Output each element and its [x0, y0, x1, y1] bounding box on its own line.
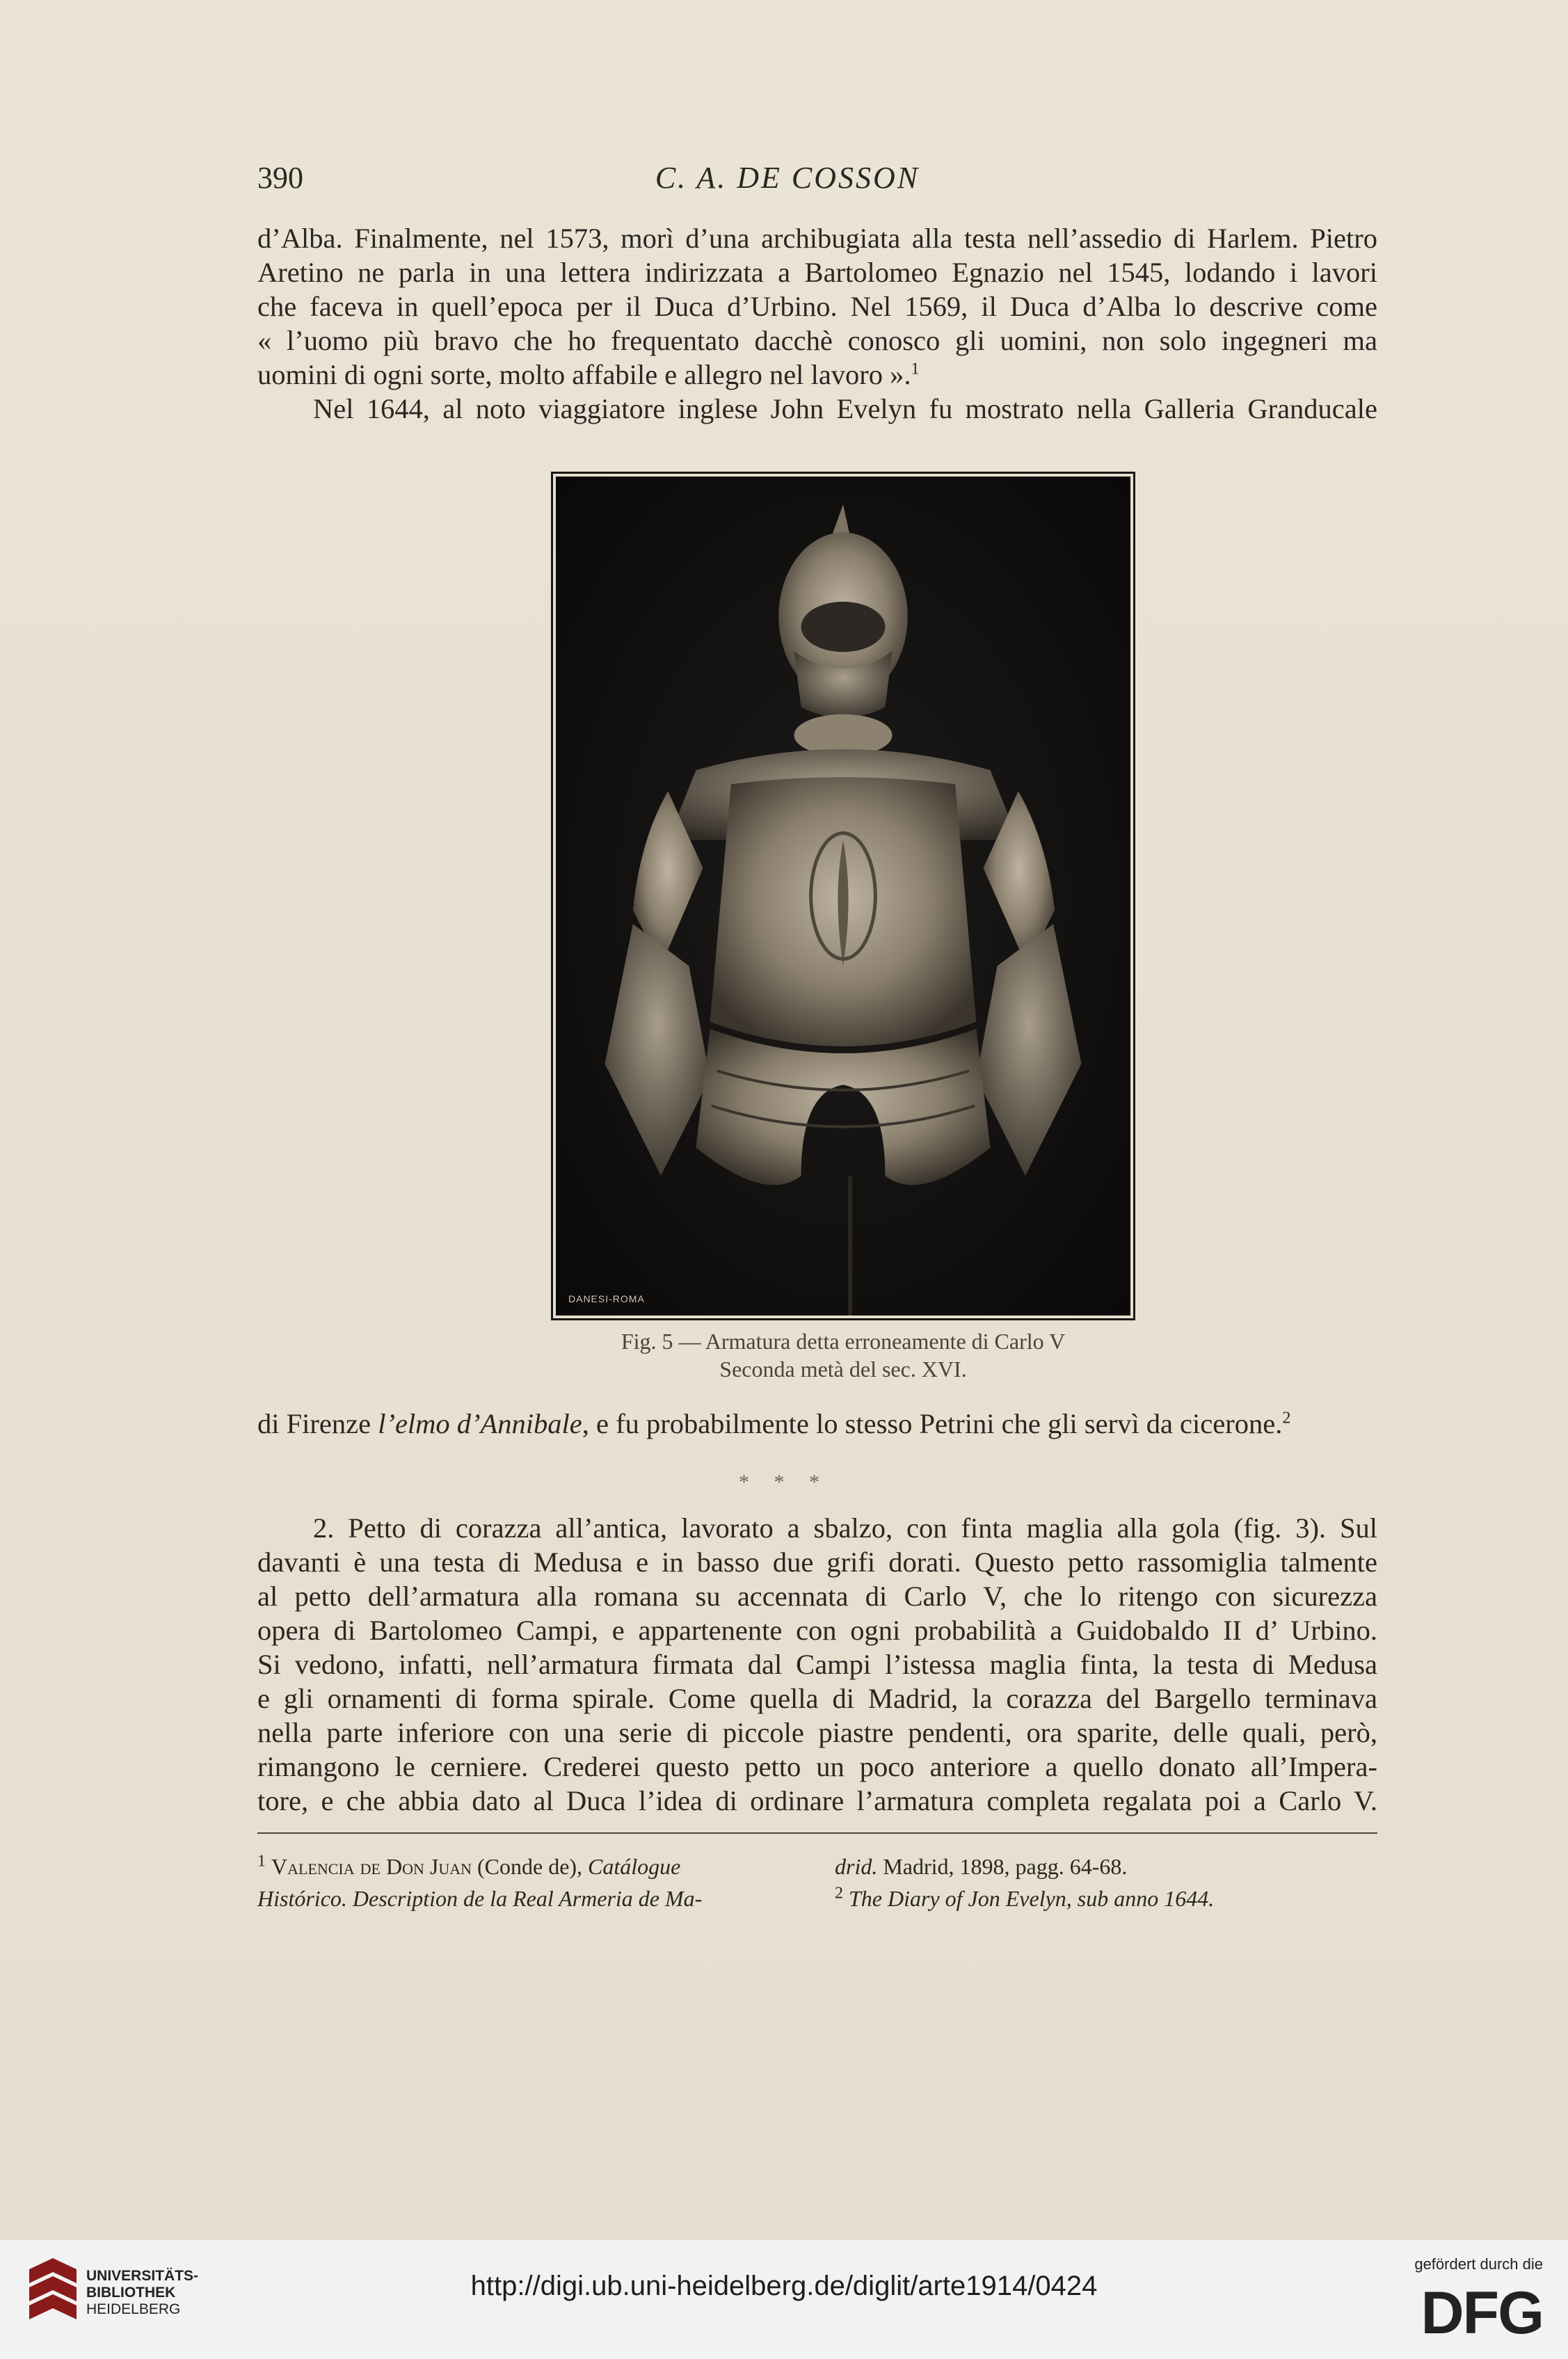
funding-caption: gefördert durch die	[1414, 2255, 1543, 2273]
library-line: HEIDELBERG	[86, 2301, 181, 2317]
footnote-text: Madrid, 1898, pagg. 64-68.	[877, 1854, 1128, 1879]
text-span: , e fu probabilmente lo stesso Petrini che gli servì da cicerone.	[582, 1408, 1283, 1439]
footnote-ref-2[interactable]: 2	[1282, 1409, 1291, 1428]
footnote-text: (Conde de),	[471, 1854, 589, 1879]
footnote-line	[835, 1850, 1377, 1882]
footnote-title: drid.	[835, 1854, 878, 1879]
footnote-author: Valencia de Don Juan	[271, 1854, 472, 1879]
text-line: Si vedono, infatti, nell’armatura firmata dal Campi l’istessa maglia finta, la testa di Medusa	[257, 1649, 1377, 1680]
text-line: tore, e che abbia dato al Duca l’idea di ordinare l’armatura completa regalata poi a Carlo V.	[257, 1785, 1377, 1816]
text-line: Aretino ne parla in una lettera indirizzata a Bartolomeo Egnazio nel 1545, lodando i lavori	[257, 257, 1377, 288]
footnote-line	[257, 1882, 814, 1914]
running-head: C. A. DE COSSON	[655, 161, 920, 195]
section-separator: * * *	[739, 1471, 829, 1494]
figure-caption-date: Seconda metà del sec. XVI.	[719, 1357, 967, 1382]
library-line: BIBLIOTHEK	[86, 2285, 176, 2301]
library-line: UNIVERSITÄTS-	[86, 2268, 199, 2284]
armor-illustration	[556, 477, 1130, 1316]
figure-armor-photo	[551, 472, 1135, 1320]
funding-notice	[1414, 2255, 1543, 2346]
italic-title: l’elmo d’Annibale	[378, 1408, 582, 1439]
text-line: al petto dell’armatura alla romana su accennata di Carlo V, che lo ritengo con sicurezza	[257, 1581, 1377, 1612]
page-number: 390	[257, 161, 303, 195]
text-line: rimangono le cerniere. Crederei questo petto un poco anteriore a quello donato all’Impera-	[257, 1751, 1377, 1782]
text-span: uomini di ogni sorte, molto affabile e allegro nel lavoro ».	[257, 359, 911, 390]
text-line: nella parte inferiore con una serie di piccole piastre pendenti, ora sparite, delle quali, però,	[257, 1717, 1377, 1748]
text-line: che faceva in quell’epoca per il Duca d’Urbino. Nel 1569, il Duca d’Alba lo descrive come	[257, 291, 1377, 322]
paragraph-2: Nel 1644, al noto viaggiatore inglese John Evelyn fu mostrato nella Galleria Granducale	[313, 393, 1377, 424]
paragraph-1	[257, 221, 1377, 426]
text-line: « l’uomo più bravo che ho frequentato dacchè conosco gli uomini, non solo ingegneri ma	[257, 325, 1377, 356]
page-header	[257, 160, 1318, 202]
dfg-logo: DFG	[1421, 2280, 1543, 2346]
text-line: davanti è una testa di Medusa e in basso due grifi dorati. Questo petto rassomiglia talmente	[257, 1546, 1377, 1578]
footnote-line	[257, 1850, 814, 1882]
footnote-ref-1[interactable]: 1	[911, 360, 920, 378]
footnote-title: The Diary of Jon Evelyn, sub anno 1644.	[849, 1886, 1215, 1911]
text-span: di Firenze	[257, 1408, 378, 1439]
paragraph-3	[257, 1407, 1377, 1441]
footnote-title: Histórico. Description de la Real Armeria de Ma-	[257, 1886, 703, 1911]
footnote-mark: 1	[257, 1852, 266, 1871]
footnote-title: Catálogue	[588, 1854, 681, 1879]
text-line: 2. Petto di corazza all’antica, lavorato a sbalzo, con finta maglia alla gola (fig. 3). Sul	[313, 1512, 1377, 1544]
figure-caption: Fig. 5 — Armatura detta erroneamente di Carlo V	[621, 1329, 1066, 1354]
armor-photograph	[556, 477, 1130, 1316]
footnote-right-column	[835, 1850, 1377, 1914]
photo-credit: DANESI-ROMA	[568, 1293, 645, 1304]
text-line: d’Alba. Finalmente, nel 1573, morì d’una archibugiata alla testa nell’assedio di Harlem. Pietro	[257, 223, 1377, 254]
footnote-divider	[257, 1832, 1377, 1834]
permalink-url[interactable]: http://digi.ub.uni-heidelberg.de/diglit/arte1914/0424	[470, 2271, 1098, 2301]
text-line	[257, 1407, 1377, 1441]
footnote-1	[257, 1850, 814, 1914]
text-line: e gli ornamenti di forma spirale. Come quella di Madrid, la corazza del Bargello terminava	[257, 1683, 1377, 1714]
digitization-footer	[0, 2240, 1568, 2359]
footnote-2	[835, 1882, 1377, 1914]
footnote-mark: 2	[835, 1884, 843, 1903]
text-line	[257, 358, 1377, 392]
paragraph-5	[257, 1511, 1377, 1818]
text-line: opera di Bartolomeo Campi, e appartenente con ogni probabilità a Guidobaldo II d’ Urbino.	[257, 1615, 1377, 1646]
